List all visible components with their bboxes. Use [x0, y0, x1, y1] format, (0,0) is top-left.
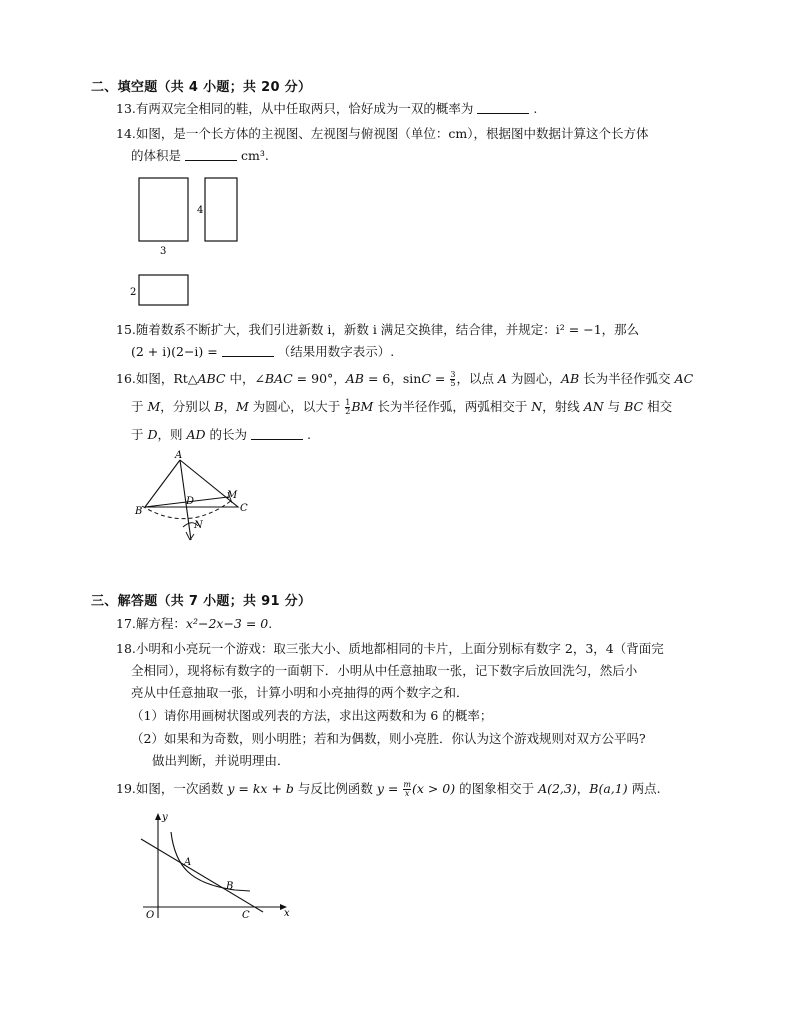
q16-math: BM	[351, 399, 374, 414]
q16-text: = 90°，	[292, 371, 346, 386]
q16-text: ，	[223, 399, 236, 414]
q16-text: ，以点	[456, 371, 498, 386]
q19-linear-function: y = kx + b	[227, 781, 294, 796]
question-14-text-2b: cm³.	[241, 148, 269, 163]
q16-text: 长为半径作弧，两弧相交于	[373, 399, 532, 414]
question-16-figure	[128, 448, 258, 548]
inverse-function-curve	[171, 832, 250, 891]
q19-point-a: A(2,3)	[538, 781, 577, 796]
question-18-line-3: 亮从中任意抽取一张，计算小明和小亮抽得的两个数字之和．	[131, 685, 469, 700]
q16-math: AD	[186, 427, 206, 442]
question-17-number: 17.	[116, 616, 136, 631]
fraction-numerator: 3	[450, 370, 456, 379]
q16-text: 的长为	[205, 427, 248, 442]
front-view-rect	[139, 178, 188, 241]
question-14-answer-blank	[185, 148, 237, 161]
question-16-number: 16.	[116, 371, 136, 386]
question-18-text-1: 小明和小亮玩一个游戏：取三张大小、质地都相同的卡片，上面分别标有数字 2，3，4（背面完	[135, 641, 664, 656]
q16-math: ABC	[197, 371, 226, 386]
label-N: N	[194, 520, 203, 531]
q16-math: BAC	[264, 371, 293, 386]
question-15-expression: (2 + i)(2−i) =	[131, 344, 218, 359]
question-19	[116, 781, 661, 798]
question-18-sub-1: （1）请你用画树状图或列表的方法，求出这两数和为 6 的概率；	[131, 708, 493, 723]
label-O: O	[146, 910, 155, 921]
question-17-end: .	[268, 616, 273, 631]
q16-math: B	[214, 399, 224, 414]
linear-function-line	[141, 839, 263, 912]
q16-math: D	[147, 427, 158, 442]
question-18-sub-2-line-1: （2）如果和为奇数，则小明胜；若和为偶数，则小亮胜．你认为这个游戏规则对双方公平吗?	[131, 731, 646, 746]
q19-text: 的图象相交于	[455, 781, 539, 796]
label-D: D	[186, 496, 195, 507]
q16-text: 于	[131, 399, 148, 414]
question-15-text-1: 随着数系不断扩大，我们引进新数 i，新数 i 满足交换律，结合律，并规定：i² = −1，那么	[135, 322, 640, 337]
sin-c-fraction	[450, 371, 455, 388]
q16-math: M	[235, 399, 249, 414]
question-16-line-3	[131, 427, 311, 443]
question-18-sub-2-line-2: 做出判断，并说明理由．	[152, 753, 290, 768]
question-14-figure	[130, 172, 250, 312]
q16-math: AB	[560, 371, 580, 386]
q19-text: 如图，一次函数	[135, 781, 228, 796]
q19-text: ，	[576, 781, 590, 796]
question-15-line-1	[116, 322, 639, 338]
q16-text: = 6，sin	[364, 371, 422, 386]
q16-text: 与	[603, 399, 625, 414]
fraction-denominator: x	[404, 789, 410, 798]
q19-text: 两点.	[627, 781, 661, 796]
q19-domain: (x > 0)	[411, 781, 456, 796]
dimension-2-label: 2	[130, 287, 137, 298]
q16-math: N	[531, 399, 543, 414]
question-19-number: 19.	[116, 781, 136, 796]
label-A: A	[175, 450, 183, 461]
fraction-numerator: 1	[345, 398, 351, 407]
question-13-text: 有两双完全相同的鞋，从中任取两只，恰好成为一双的概率为	[135, 101, 474, 116]
question-14-line-1	[116, 126, 649, 142]
question-13-number: 13.	[116, 101, 136, 116]
question-14-text-2a: 的体积是	[131, 148, 182, 163]
q16-text: =	[430, 371, 450, 386]
top-view-rect	[139, 275, 188, 305]
question-17-equation: x²−2x−3 = 0	[185, 616, 269, 631]
q16-math: BC	[624, 399, 644, 414]
q16-text: ，分别以	[160, 399, 215, 414]
question-14-text-1: 如图，是一个长方体的主视图、左视图与俯视图（单位：cm），根据图中数据计算这个长方体	[135, 126, 649, 141]
m-over-x-fraction	[403, 781, 411, 798]
label-y: y	[162, 812, 168, 823]
fraction-denominator: 2	[345, 407, 351, 416]
q16-math: AC	[674, 371, 694, 386]
fraction-numerator: m	[403, 780, 411, 789]
fraction-denominator: 5	[450, 379, 456, 388]
y-axis-arrow	[155, 813, 161, 820]
q16-math: M	[147, 399, 161, 414]
question-16-answer-blank	[251, 427, 303, 440]
q16-text: 为圆心，	[506, 371, 561, 386]
dimension-4-label: 4	[197, 205, 204, 216]
question-15-answer-blank	[222, 344, 274, 357]
label-x: x	[284, 908, 290, 919]
question-18-line-1	[116, 641, 664, 657]
question-18-number: 18.	[116, 641, 136, 656]
question-13-end: .	[533, 101, 538, 116]
section-2-title: 二、填空题（共 4 小题；共 20 分）	[91, 80, 312, 95]
question-17-text: 解方程：	[135, 616, 186, 631]
q16-text: 相交	[643, 399, 673, 414]
question-17	[116, 616, 272, 632]
question-15-line-2	[131, 344, 394, 360]
side-view-rect	[205, 178, 237, 241]
question-15-number: 15.	[116, 322, 136, 337]
label-B: B	[226, 881, 234, 892]
q16-text: 长为半径作弧交	[579, 371, 675, 386]
question-19-figure	[135, 808, 300, 923]
question-16-line-2	[131, 399, 672, 416]
q19-text: 与反比例函数	[293, 781, 377, 796]
q16-math: AN	[583, 399, 604, 414]
q16-text: 中，∠	[225, 371, 265, 386]
q16-math: AB	[345, 371, 364, 386]
label-A: A	[184, 857, 192, 868]
half-fraction	[345, 399, 350, 416]
question-13-answer-blank	[477, 101, 529, 114]
question-15-text-2: （结果用数字表示）.	[277, 344, 395, 359]
q16-text: 如图，Rt△	[135, 371, 198, 386]
q16-math: C	[421, 371, 431, 386]
question-14-number: 14.	[116, 126, 136, 141]
q16-text: 于	[131, 427, 148, 442]
label-C: C	[242, 910, 250, 921]
section-3-title: 三、解答题（共 7 小题；共 91 分）	[91, 594, 312, 609]
question-18-line-2: 全相同），现将标有数字的一面朝下．小明从中任意抽取一张，记下数字后放回洗匀，然后小	[131, 663, 638, 678]
dimension-3-label: 3	[160, 246, 167, 257]
q16-text: ，射线	[542, 399, 584, 414]
label-B: B	[135, 506, 143, 517]
q19-point-b: B(a,1)	[589, 781, 628, 796]
label-M: M	[227, 490, 238, 501]
arrow-tick-a	[186, 532, 190, 540]
q16-text: .	[307, 427, 312, 442]
q16-math: A	[497, 371, 507, 386]
label-C: C	[240, 503, 248, 514]
q16-text: ，则	[157, 427, 187, 442]
question-16-line-1	[116, 371, 693, 388]
q16-text: 为圆心，以大于	[248, 399, 345, 414]
q19-inverse-function: y =	[376, 781, 403, 796]
question-13	[116, 101, 537, 117]
question-14-line-2	[131, 148, 269, 164]
